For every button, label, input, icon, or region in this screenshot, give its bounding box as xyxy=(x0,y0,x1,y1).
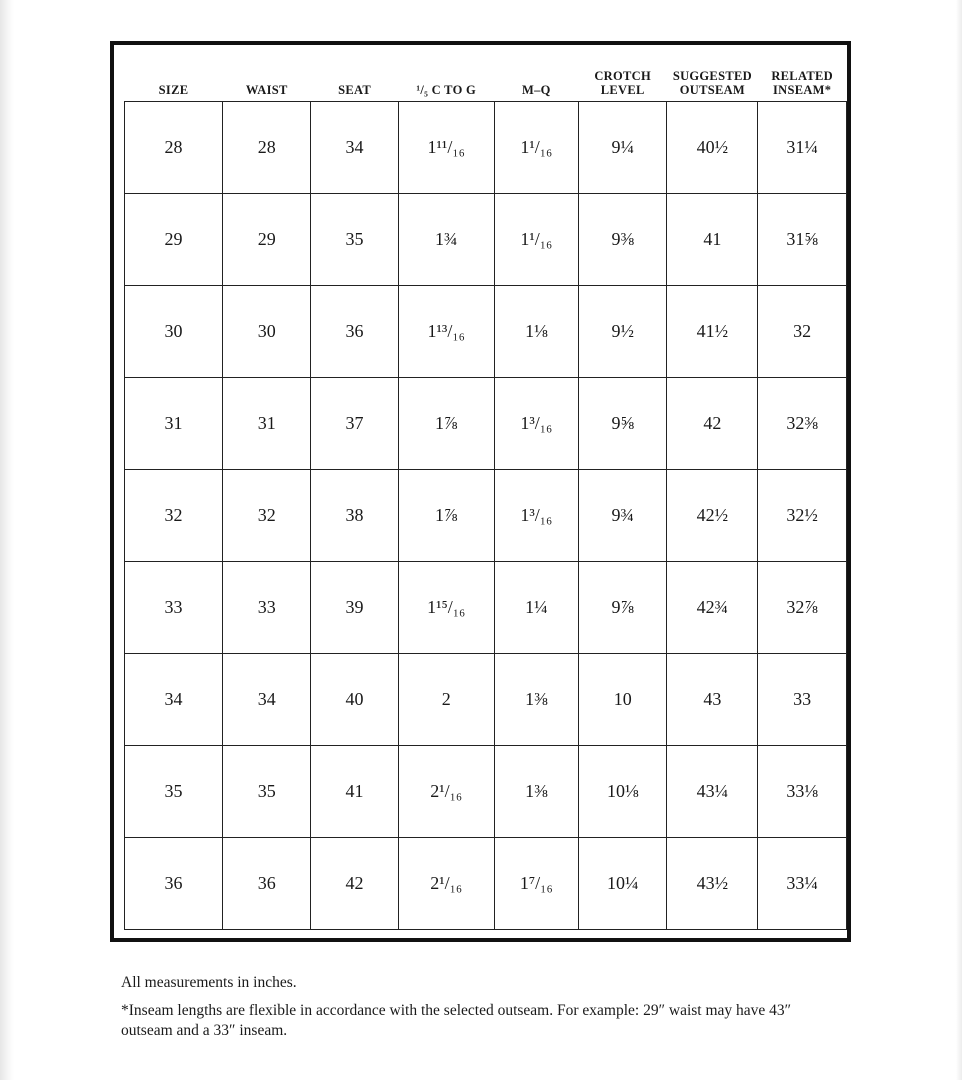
cell-related-inseam: 32⅞ xyxy=(758,562,847,654)
cell-size: 31 xyxy=(125,378,223,470)
cell-seat: 34 xyxy=(311,102,398,194)
cell-size: 29 xyxy=(125,194,223,286)
inseam-footnote: *Inseam lengths are flexible in accordance with the selected outseam. For example: 29″ waist may have 43″ outseam and a 33″ inseam. xyxy=(121,1002,792,1039)
cell-c-to-g: 1⅞ xyxy=(398,378,494,470)
cell-crotch-level: 9⅜ xyxy=(578,194,667,286)
header-c-to-g: ¹/₅ C TO G xyxy=(416,83,477,97)
cell-seat: 36 xyxy=(311,286,398,378)
cell-size: 35 xyxy=(125,746,223,838)
table-row xyxy=(125,102,847,194)
page-right-shadow xyxy=(956,0,962,1080)
cell-m-q: 1¼ xyxy=(494,562,578,654)
header-related-inseam: RELATED INSEAM* xyxy=(771,69,833,97)
table-row xyxy=(125,470,847,562)
cell-crotch-level: 9⅝ xyxy=(578,378,667,470)
cell-seat: 37 xyxy=(311,378,398,470)
cell-waist: 33 xyxy=(223,562,311,654)
cell-crotch-level: 9½ xyxy=(578,286,667,378)
table-row xyxy=(125,654,847,746)
cell-related-inseam: 33 xyxy=(758,654,847,746)
cell-c-to-g: 1¹⁵/₁₆ xyxy=(398,562,494,654)
cell-c-to-g: 2¹/₁₆ xyxy=(398,838,494,930)
cell-m-q: 1⅛ xyxy=(494,286,578,378)
cell-size: 36 xyxy=(125,838,223,930)
table-row xyxy=(125,838,847,930)
cell-c-to-g: 1¹¹/₁₆ xyxy=(398,102,494,194)
cell-related-inseam: 33⅛ xyxy=(758,746,847,838)
cell-crotch-level: 9⅞ xyxy=(578,562,667,654)
header-waist: WAIST xyxy=(245,83,288,97)
page-edge-shadow xyxy=(0,0,14,1080)
cell-c-to-g: 2¹/₁₆ xyxy=(398,746,494,838)
header-suggested-outseam: SUGGESTED OUTSEAM xyxy=(672,69,752,97)
cell-seat: 42 xyxy=(311,838,398,930)
table-row xyxy=(125,286,847,378)
header-seat: SEAT xyxy=(338,83,372,97)
cell-waist: 34 xyxy=(223,654,311,746)
size-chart-table xyxy=(124,49,847,930)
cell-crotch-level: 10¼ xyxy=(578,838,667,930)
header-m-q: M–Q xyxy=(521,83,551,97)
cell-crotch-level: 10 xyxy=(578,654,667,746)
cell-suggested-outseam: 40½ xyxy=(667,102,758,194)
header-row xyxy=(125,49,847,102)
cell-size: 28 xyxy=(125,102,223,194)
table-frame xyxy=(110,41,851,942)
cell-related-inseam: 32 xyxy=(758,286,847,378)
cell-suggested-outseam: 43 xyxy=(667,654,758,746)
cell-m-q: 1⁷/₁₆ xyxy=(494,838,578,930)
cell-c-to-g: 1¾ xyxy=(398,194,494,286)
cell-related-inseam: 33¼ xyxy=(758,838,847,930)
cell-m-q: 1⅜ xyxy=(494,654,578,746)
table-row xyxy=(125,746,847,838)
cell-seat: 40 xyxy=(311,654,398,746)
cell-waist: 36 xyxy=(223,838,311,930)
cell-crotch-level: 9¼ xyxy=(578,102,667,194)
cell-c-to-g: 2 xyxy=(398,654,494,746)
cell-seat: 39 xyxy=(311,562,398,654)
cell-seat: 35 xyxy=(311,194,398,286)
units-note: All measurements in inches. xyxy=(121,974,297,991)
cell-c-to-g: 1⅞ xyxy=(398,470,494,562)
cell-related-inseam: 31¼ xyxy=(758,102,847,194)
cell-m-q: 1³/₁₆ xyxy=(494,470,578,562)
cell-suggested-outseam: 42¾ xyxy=(667,562,758,654)
cell-crotch-level: 9¾ xyxy=(578,470,667,562)
cell-waist: 28 xyxy=(223,102,311,194)
cell-seat: 41 xyxy=(311,746,398,838)
cell-size: 34 xyxy=(125,654,223,746)
cell-m-q: 1¹/₁₆ xyxy=(494,194,578,286)
cell-waist: 31 xyxy=(223,378,311,470)
cell-suggested-outseam: 43¼ xyxy=(667,746,758,838)
cell-related-inseam: 31⅝ xyxy=(758,194,847,286)
cell-m-q: 1¹/₁₆ xyxy=(494,102,578,194)
cell-related-inseam: 32⅜ xyxy=(758,378,847,470)
header-crotch-level: CROTCH LEVEL xyxy=(594,69,652,97)
cell-c-to-g: 1¹³/₁₆ xyxy=(398,286,494,378)
cell-waist: 29 xyxy=(223,194,311,286)
cell-size: 30 xyxy=(125,286,223,378)
header-size: SIZE xyxy=(158,83,189,97)
cell-size: 32 xyxy=(125,470,223,562)
cell-suggested-outseam: 42 xyxy=(667,378,758,470)
cell-m-q: 1³/₁₆ xyxy=(494,378,578,470)
cell-m-q: 1⅜ xyxy=(494,746,578,838)
cell-suggested-outseam: 41½ xyxy=(667,286,758,378)
cell-crotch-level: 10⅛ xyxy=(578,746,667,838)
table-row xyxy=(125,194,847,286)
cell-waist: 35 xyxy=(223,746,311,838)
cell-waist: 30 xyxy=(223,286,311,378)
cell-suggested-outseam: 43½ xyxy=(667,838,758,930)
cell-seat: 38 xyxy=(311,470,398,562)
cell-suggested-outseam: 42½ xyxy=(667,470,758,562)
cell-waist: 32 xyxy=(223,470,311,562)
table-row xyxy=(125,562,847,654)
cell-size: 33 xyxy=(125,562,223,654)
cell-suggested-outseam: 41 xyxy=(667,194,758,286)
cell-related-inseam: 32½ xyxy=(758,470,847,562)
table-row xyxy=(125,378,847,470)
